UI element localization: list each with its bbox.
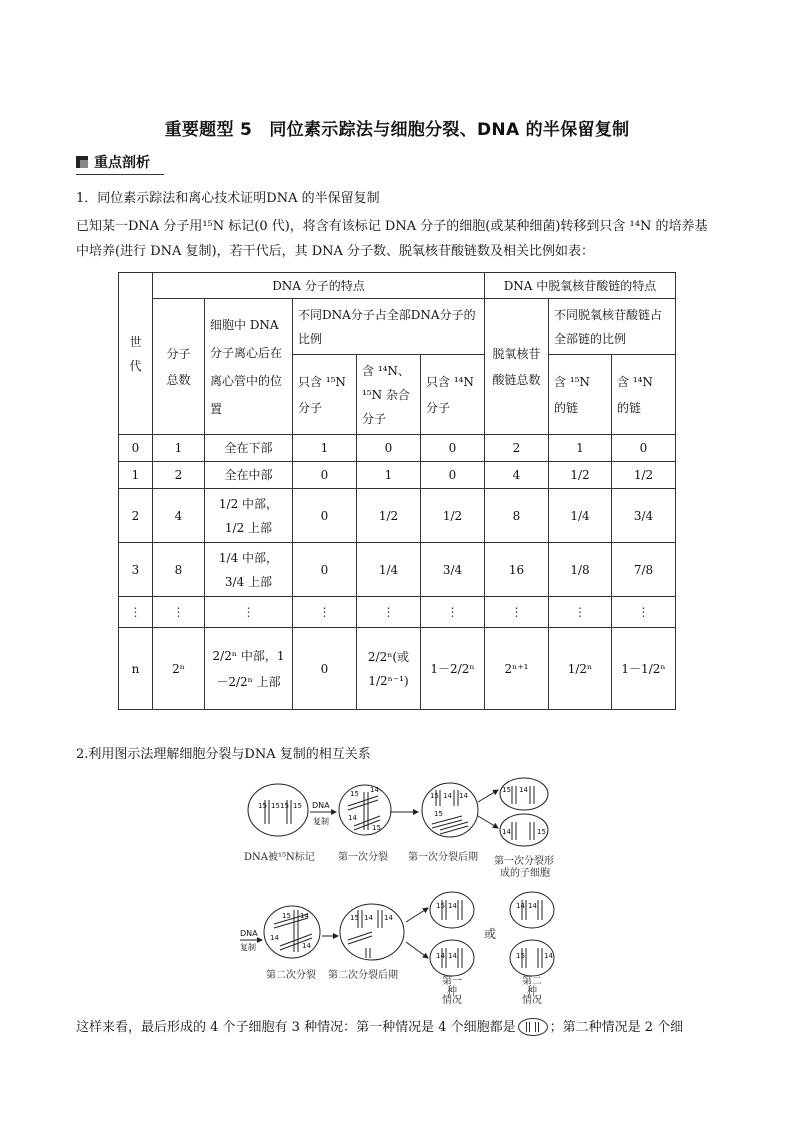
- table-cell: ⋮: [549, 597, 612, 628]
- strand-label: 14: [364, 914, 373, 922]
- strand-label: 14: [519, 786, 528, 794]
- caption-case2: 第二: [522, 976, 542, 987]
- table-cell: 2: [119, 489, 153, 543]
- caption-case2: 情况: [522, 995, 542, 1004]
- cell-first-division: [339, 785, 391, 835]
- strand-label: 15: [436, 902, 445, 910]
- table-row: [119, 543, 676, 597]
- table-row-ellipsis: [119, 597, 676, 628]
- table-cell: 1/2: [549, 462, 612, 489]
- arrow-label-replicate: 复制: [313, 817, 329, 826]
- header-only-15n: 只含 ¹⁵N 分子: [293, 355, 357, 435]
- table-cell: 2/2ⁿ 中部，1－2/2ⁿ 上部: [205, 628, 293, 710]
- header-dna-group: DNA 分子的特点: [153, 273, 485, 299]
- table-cell: 0: [119, 435, 153, 462]
- strand-label: 14: [448, 952, 457, 960]
- table-cell: ⋮: [485, 597, 549, 628]
- table-cell: ⋮: [293, 597, 357, 628]
- cell-labeled: [248, 784, 308, 836]
- table-cell: 2ⁿ⁺¹: [485, 628, 549, 710]
- header-chain-group: DNA 中脱氧核苷酸链的特点: [485, 273, 676, 299]
- table-row: [119, 462, 676, 489]
- arrow-label-dna: DNA: [240, 929, 258, 938]
- table-cell: 1/2 中部，1/2 上部: [205, 489, 293, 543]
- header-chain-15n: 含 ¹⁵N 的链: [549, 355, 612, 435]
- arrow-case1-top: [406, 908, 428, 922]
- case1-cell-top: [430, 892, 474, 928]
- strand-label: 14: [528, 902, 537, 910]
- table-cell: 3/4: [612, 489, 676, 543]
- strand-label: 14: [270, 934, 279, 942]
- header-chain-count: 脱氧核苷酸链总数: [485, 299, 549, 435]
- table-cell: 1/2: [612, 462, 676, 489]
- table-cell: 全在中部: [205, 462, 293, 489]
- table-cell: 4: [485, 462, 549, 489]
- strand-label: 14: [459, 792, 468, 800]
- strand-label: 14: [384, 914, 393, 922]
- header-generation: 世代: [119, 273, 153, 435]
- caption-daughter-line1: 第一次分裂形: [494, 856, 554, 867]
- paragraph-line-1: 已知某一DNA 分子用¹⁵N 标记(0 代)，将含有该标记 DNA 分子的细胞(或某种细菌)转移到只含 ¹⁴N 的培养基: [76, 219, 708, 234]
- strand-label: 15: [282, 912, 291, 920]
- table-cell: ⋮: [612, 597, 676, 628]
- strand-label: 14: [502, 828, 511, 836]
- strand-label: 14: [544, 952, 553, 960]
- cell-second-division: [264, 906, 320, 958]
- table-cell: 全在下部: [205, 435, 293, 462]
- table-cell: ⋮: [205, 597, 293, 628]
- header-chain-ratio: 不同脱氧核苷酸链占全部链的比例: [549, 299, 676, 355]
- table-cell: 1: [293, 435, 357, 462]
- caption-labeled: DNA被¹⁵N标记: [244, 852, 315, 863]
- strand-label: 15: [372, 824, 381, 832]
- section-header: [76, 150, 164, 175]
- strand-label: 15: [434, 810, 443, 818]
- table-cell: 1: [153, 435, 205, 462]
- header-chain-14n: 含 ¹⁴N 的链: [612, 355, 676, 435]
- bottom-text-after: ；第二种情况是 2 个细: [549, 1020, 684, 1035]
- table-cell: 1: [119, 462, 153, 489]
- table-cell: 2ⁿ: [153, 628, 205, 710]
- caption-first-anaphase: 第一次分裂后期: [408, 852, 478, 863]
- cell-division-diagram: [240, 772, 570, 1004]
- table-cell: 1/4: [549, 489, 612, 543]
- table-cell: ⋮: [421, 597, 485, 628]
- cell-icon: [518, 1018, 548, 1036]
- table-cell: 8: [153, 543, 205, 597]
- header-molecule-ratio: 不同DNA分子占全部DNA分子的比例: [293, 299, 485, 355]
- paragraph-line-2: 中培养(进行 DNA 复制)，若干代后，其 DNA 分子数、脱氧核苷酸链数及相关比例如表：: [76, 244, 595, 259]
- strand-label: 15: [537, 828, 546, 836]
- table-cell: 2: [153, 462, 205, 489]
- strand-label: 15: [350, 790, 359, 798]
- table-cell: 0: [293, 628, 357, 710]
- table-row: [119, 489, 676, 543]
- table-row: [119, 435, 676, 462]
- strand-label: 15: [293, 802, 302, 810]
- bottom-text-before: 这样来看，最后形成的 4 个子细胞有 3 种情况：第一种情况是 4 个细胞都是: [76, 1020, 516, 1035]
- caption-or: 或: [484, 927, 497, 941]
- page-title: 重要题型 5 同位素示踪法与细胞分裂、DNA 的半保留复制: [164, 120, 630, 140]
- caption-first-division: 第一次分裂: [338, 852, 388, 863]
- header-only-14n: 只含 ¹⁴N 分子: [421, 355, 485, 435]
- daughter-cell-top: [500, 778, 548, 810]
- table-header-row: [119, 299, 676, 355]
- table-cell: 1/2: [357, 489, 421, 543]
- strand-label: 15: [280, 802, 289, 810]
- table-cell: 0: [293, 462, 357, 489]
- table-cell: 3/4: [421, 543, 485, 597]
- table-cell: 16: [485, 543, 549, 597]
- dna-replication-table: [118, 272, 676, 710]
- table-cell: 2: [485, 435, 549, 462]
- table-cell: ⋮: [119, 597, 153, 628]
- strand-label: 15: [350, 914, 359, 922]
- table-cell: 1/2: [421, 489, 485, 543]
- section-square-icon: [76, 156, 88, 168]
- caption-second-anaphase: 第二次分裂后期: [328, 970, 398, 981]
- arrow-daughter-top: [478, 790, 498, 802]
- table-cell: 0: [612, 435, 676, 462]
- table-cell: 1/8: [549, 543, 612, 597]
- table-cell: 2/2ⁿ(或 1/2ⁿ⁻¹): [357, 628, 421, 710]
- section-title: 重点剖析: [94, 155, 150, 171]
- strand-label: 14: [436, 952, 445, 960]
- table-cell: n: [119, 628, 153, 710]
- table-cell: 1: [549, 435, 612, 462]
- table-cell: 1/4: [357, 543, 421, 597]
- table-cell: 1－1/2ⁿ: [612, 628, 676, 710]
- table-cell: 1－2/2ⁿ: [421, 628, 485, 710]
- strand-label: 14: [516, 902, 525, 910]
- strand-label: 14: [302, 942, 311, 950]
- table-row: [119, 628, 676, 710]
- arrow-case1-bottom: [406, 942, 428, 958]
- strand-label: 15: [502, 786, 511, 794]
- table-cell: ⋮: [357, 597, 421, 628]
- heading-1: 1．同位素示踪法和离心技术证明DNA 的半保留复制: [76, 191, 380, 206]
- table-cell: 0: [293, 489, 357, 543]
- table-cell: 0: [293, 543, 357, 597]
- strand-label: 14: [443, 792, 452, 800]
- strand-label: 15: [258, 802, 267, 810]
- header-hybrid: 含 ¹⁴N、¹⁵N 杂合分子: [357, 355, 421, 435]
- table-cell: 0: [421, 435, 485, 462]
- table-cell: 0: [421, 462, 485, 489]
- caption-case1: 种: [447, 986, 457, 997]
- header-position: 细胞中 DNA 分子离心后在离心管中的位置: [205, 299, 293, 435]
- strand-label: 14: [448, 902, 457, 910]
- table-cell: 1/2ⁿ: [549, 628, 612, 710]
- header-molecule-count: 分子总数: [153, 299, 205, 435]
- strand-label: 15: [430, 792, 439, 800]
- strand-label: 15: [271, 802, 280, 810]
- arrow-label-dna: DNA: [312, 801, 330, 810]
- arrow-daughter-bottom: [478, 816, 498, 828]
- strand-label: 14: [348, 814, 357, 822]
- table-cell: 0: [357, 435, 421, 462]
- table-cell: 4: [153, 489, 205, 543]
- strand-label: 14: [370, 786, 379, 794]
- caption-case2: 种: [527, 986, 537, 997]
- caption-case1: 第一: [442, 976, 462, 987]
- table-header-row: [119, 273, 676, 299]
- caption-daughter-line2: 成的子细胞: [500, 868, 550, 879]
- table-cell: ⋮: [153, 597, 205, 628]
- table-cell: 7/8: [612, 543, 676, 597]
- heading-2: 2.利用图示法理解细胞分裂与DNA 复制的相互关系: [76, 747, 371, 762]
- table-cell: 8: [485, 489, 549, 543]
- strand-label: 14: [300, 912, 309, 920]
- caption-case1: 情况: [442, 995, 462, 1004]
- table-cell: 1/4 中部，3/4 上部: [205, 543, 293, 597]
- case2-cell-top: [510, 892, 554, 928]
- arrow-label-replicate: 复制: [240, 943, 256, 952]
- bottom-paragraph: [76, 1017, 683, 1039]
- table-cell: 1: [357, 462, 421, 489]
- table-cell: 3: [119, 543, 153, 597]
- caption-second-division: 第二次分裂: [266, 970, 316, 981]
- strand-label: 15: [516, 952, 525, 960]
